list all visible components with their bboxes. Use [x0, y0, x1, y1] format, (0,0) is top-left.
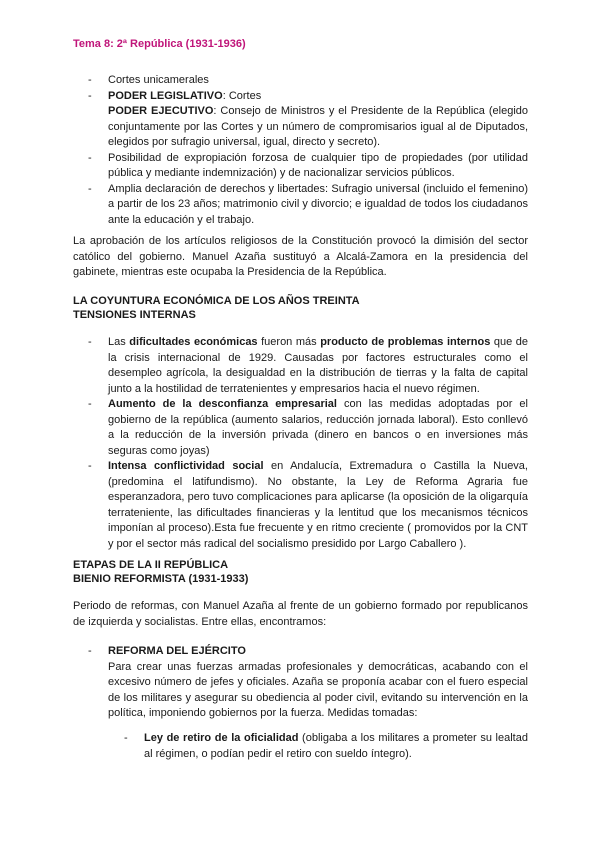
bullet-dash: -	[88, 74, 92, 86]
page-header-title: Tema 8: 2ª República (1931-1936)	[73, 38, 246, 50]
list-item: - Posibilidad de expropiación forzosa de cualquier tipo de propiedades (por utilidad pública y mediante indemnización) y de nacionalizar servicios públicos.	[88, 151, 528, 179]
bullet-dash: -	[88, 645, 92, 657]
army-reform-list	[88, 644, 528, 722]
section-heading: LA COYUNTURA ECONÓMICA DE LOS AÑOS TREINTA	[73, 295, 360, 307]
section-subheading: BIENIO REFORMISTA (1931-1933)	[73, 573, 249, 585]
list-item: - PODER LEGISLATIVO: Cortes PODER EJECUTIVO: Consejo de Ministros y el Presidente de la República (elegido conjuntamente por las Cortes y un número de compromisarios igual al de Diputados, elegidos por sufragio universal, igual, directo y secreto).	[88, 89, 528, 148]
list-item: - REFORMA DEL EJÉRCITO Para crear unas fuerzas armadas profesionales y democráticas, acabando con el excesivo número de jefes y oficiales. Azaña se proponía acabar con el fuero especial de los militares y asegurar su obediencia al poder civil, evitando su intervención en la política, imponiendo gobiernos por la fuerza. Medidas tomadas:	[88, 645, 528, 719]
list-item: - Ley de retiro de la oficialidad (obligaba a los militares a prometer su lealtad al régimen, o podían pedir el retiro con sueldo íntegro).	[124, 732, 528, 760]
constitution-list	[88, 73, 528, 228]
paragraph-religious-articles: La aprobación de los artículos religiosos de la Constitución provocó la dimisión del sector católico del gobierno. Manuel Azaña sustituyó a Alcalá-Zamora en la presidencia del gabinete, mientras este ocupaba la Presidencia de la República.	[73, 235, 528, 278]
paragraph-reform-period: Periodo de reformas, con Manuel Azaña al frente de un gobierno formado por republicanos de izquierda y socialistas. Entre ellas, encontramos:	[73, 600, 528, 628]
section-heading: ETAPAS DE LA II REPÚBLICA	[73, 559, 229, 571]
bullet-dash: -	[88, 151, 92, 164]
list-item: - Aumento de la desconfianza empresarial con las medidas adoptadas por el gobierno de la república (aumento salarios, reducción jornada laboral). Esto conllevó a la reducción de la inversión privada (dinero en bancos o en inversiones más seguras como joyas)	[88, 398, 528, 457]
list-item: - Amplia declaración de derechos y libertades: Sufragio universal (incluido el femenino) a partir de los 23 años; matrimonio civil y divorcio; e igualdad de todos los ciudadanos ante la educación y el trabajo.	[88, 182, 528, 226]
bullet-dash: -	[88, 89, 92, 102]
section-subheading: TENSIONES INTERNAS	[73, 309, 196, 321]
list-item: - Cortes unicamerales	[88, 73, 528, 89]
bullet-dash: -	[124, 732, 128, 744]
bullet-dash: -	[88, 182, 92, 195]
bullet-dash: -	[88, 336, 92, 348]
bullet-dash: -	[88, 460, 92, 472]
economic-tensions-list	[88, 335, 528, 552]
list-item: - Intensa conflictividad social en Andalucía, Extremadura o Castilla la Nueva, (predomina el latifundismo). No obstante, la Ley de Reforma Agraria fue esperanzadora, pero tuvo complicaciones para aplicarse (la oposición de la oligarquía terrateniente, las dificultades financieras y la lentitud que los mecanismos técnicos imponían al proceso).Esta fue frecuente y en ritmo creciente ( promovidos por la CNT y por el sector más radical del socialismo presidido por Largo Caballero ).	[88, 460, 528, 550]
army-measures-list	[124, 731, 528, 762]
list-item: - Las dificultades económicas fueron más producto de problemas internos que de la crisis internacional de 1929. Causadas por factores estructurales como el desempleo agrícola, la desigualdad en la distribución de tierras y la falta de capital junto a la hostilidad de terratenientes y empresarios hacia el nuevo régimen.	[88, 336, 529, 395]
bullet-dash: -	[88, 398, 92, 410]
